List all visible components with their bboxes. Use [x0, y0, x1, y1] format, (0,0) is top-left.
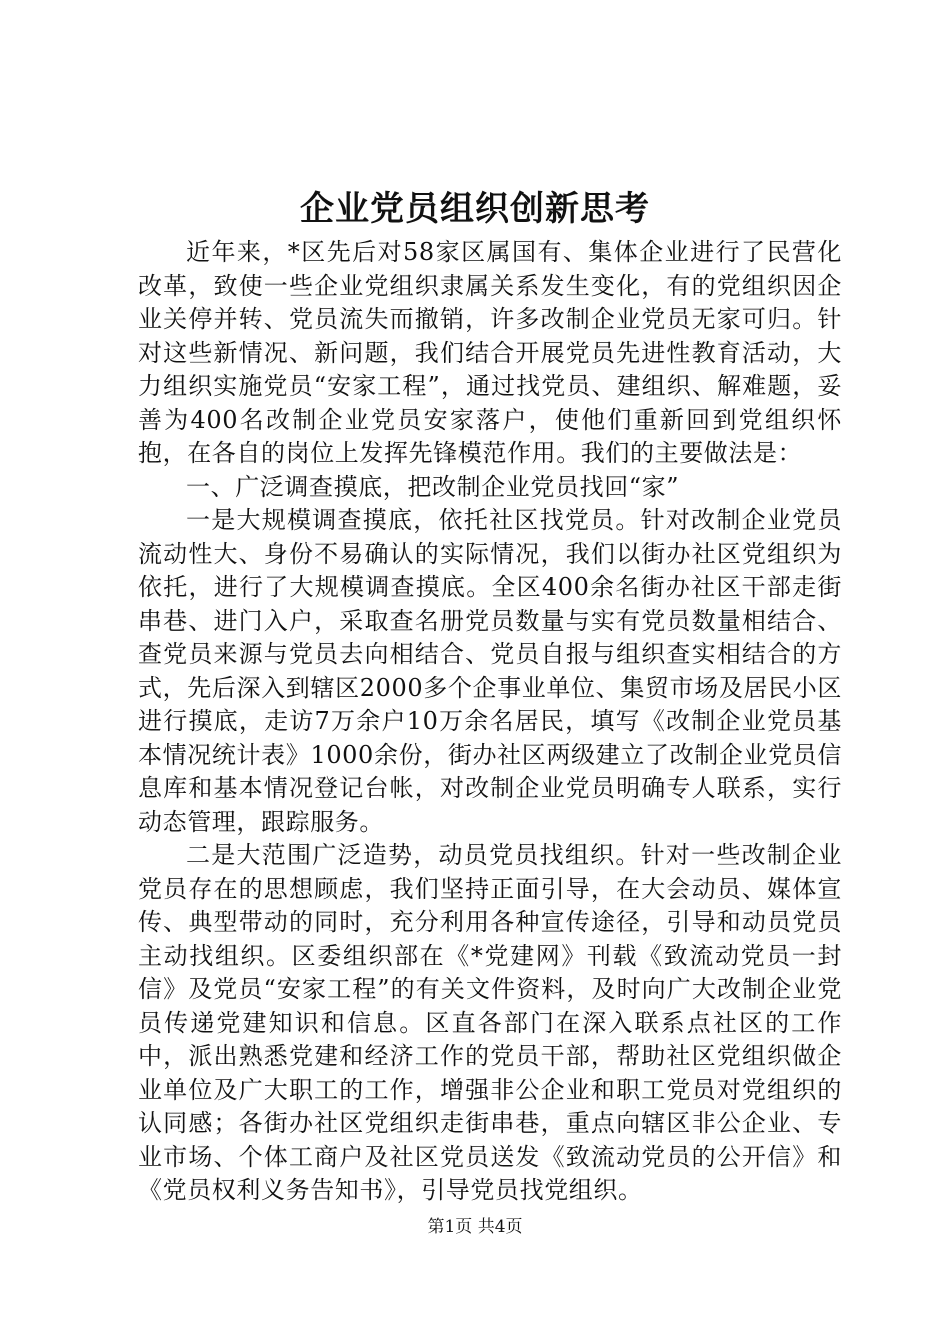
page-number-footer: 第1页 共4页 [427, 1217, 523, 1237]
paragraph-point-two: 二是大范围广泛造势，动员党员找组织。针对一些改制企业党员存在的思想顾虑，我们坚持正面引导，在大会动员、媒体宣传、典型带动的同时，充分利用各种宣传途径，引导和动员党员主动找组织。区委组织部在《*党建网》刊载《致流动党员一封信》及党员“安家工程”的有关文件资料，及时向广大改制企业党员传递党建知识和信息。区直各部门在深入联系点社区的工作中，派出熟悉党建和经济工作的党员干部，帮助社区党组织做企业单位及广大职工的工作，增强非公企业和职工党员对党组织的认同感；各街办社区党组织走街串巷，重点向辖区非公企业、专业市场、个体工商户及社区党员送发《致流动党员的公开信》和《党员权利义务告知书》，引导党员找党组织。 [138, 841, 842, 1204]
section-heading: 一、广泛调查摸底，把改制企业党员找回“家” [186, 472, 680, 501]
paragraph-intro: 近年来，*区先后对58家区属国有、集体企业进行了民营化改革，致使一些企业党组织隶属关系发生变化，有的党组织因企业关停并转、党员流失而撤销，许多改制企业党员无家可归。针对这些新情况、新问题，我们结合开展党员先进性教育活动，大力组织实施党员“安家工程”，通过找党员、建组织、解难题，妥善为400名改制企业党员安家落户，使他们重新回到党组织怀抱，在各自的岗位上发挥先锋模范作用。我们的主要做法是： [138, 238, 842, 467]
paragraph-point-one: 一是大规模调查摸底，依托社区找党员。针对改制企业党员流动性大、身份不易确认的实际情况，我们以街办社区党组织为依托，进行了大规模调查摸底。全区400余名街办社区干部走街串巷、进门入户，采取查名册党员数量与实有党员数量相结合、查党员来源与党员去向相结合、党员自报与组织查实相结合的方式，先后深入到辖区2000多个企事业单位、集贸市场及居民小区进行摸底，走访7万余户10万余名居民，填写《改制企业党员基本情况统计表》1000余份，街办社区两级建立了改制企业党员信息库和基本情况登记台帐，对改制企业党员明确专人联系，实行动态管理，跟踪服务。 [138, 506, 842, 836]
document-body [138, 236, 842, 1208]
document-title: 企业党员组织创新思考 [300, 189, 650, 229]
